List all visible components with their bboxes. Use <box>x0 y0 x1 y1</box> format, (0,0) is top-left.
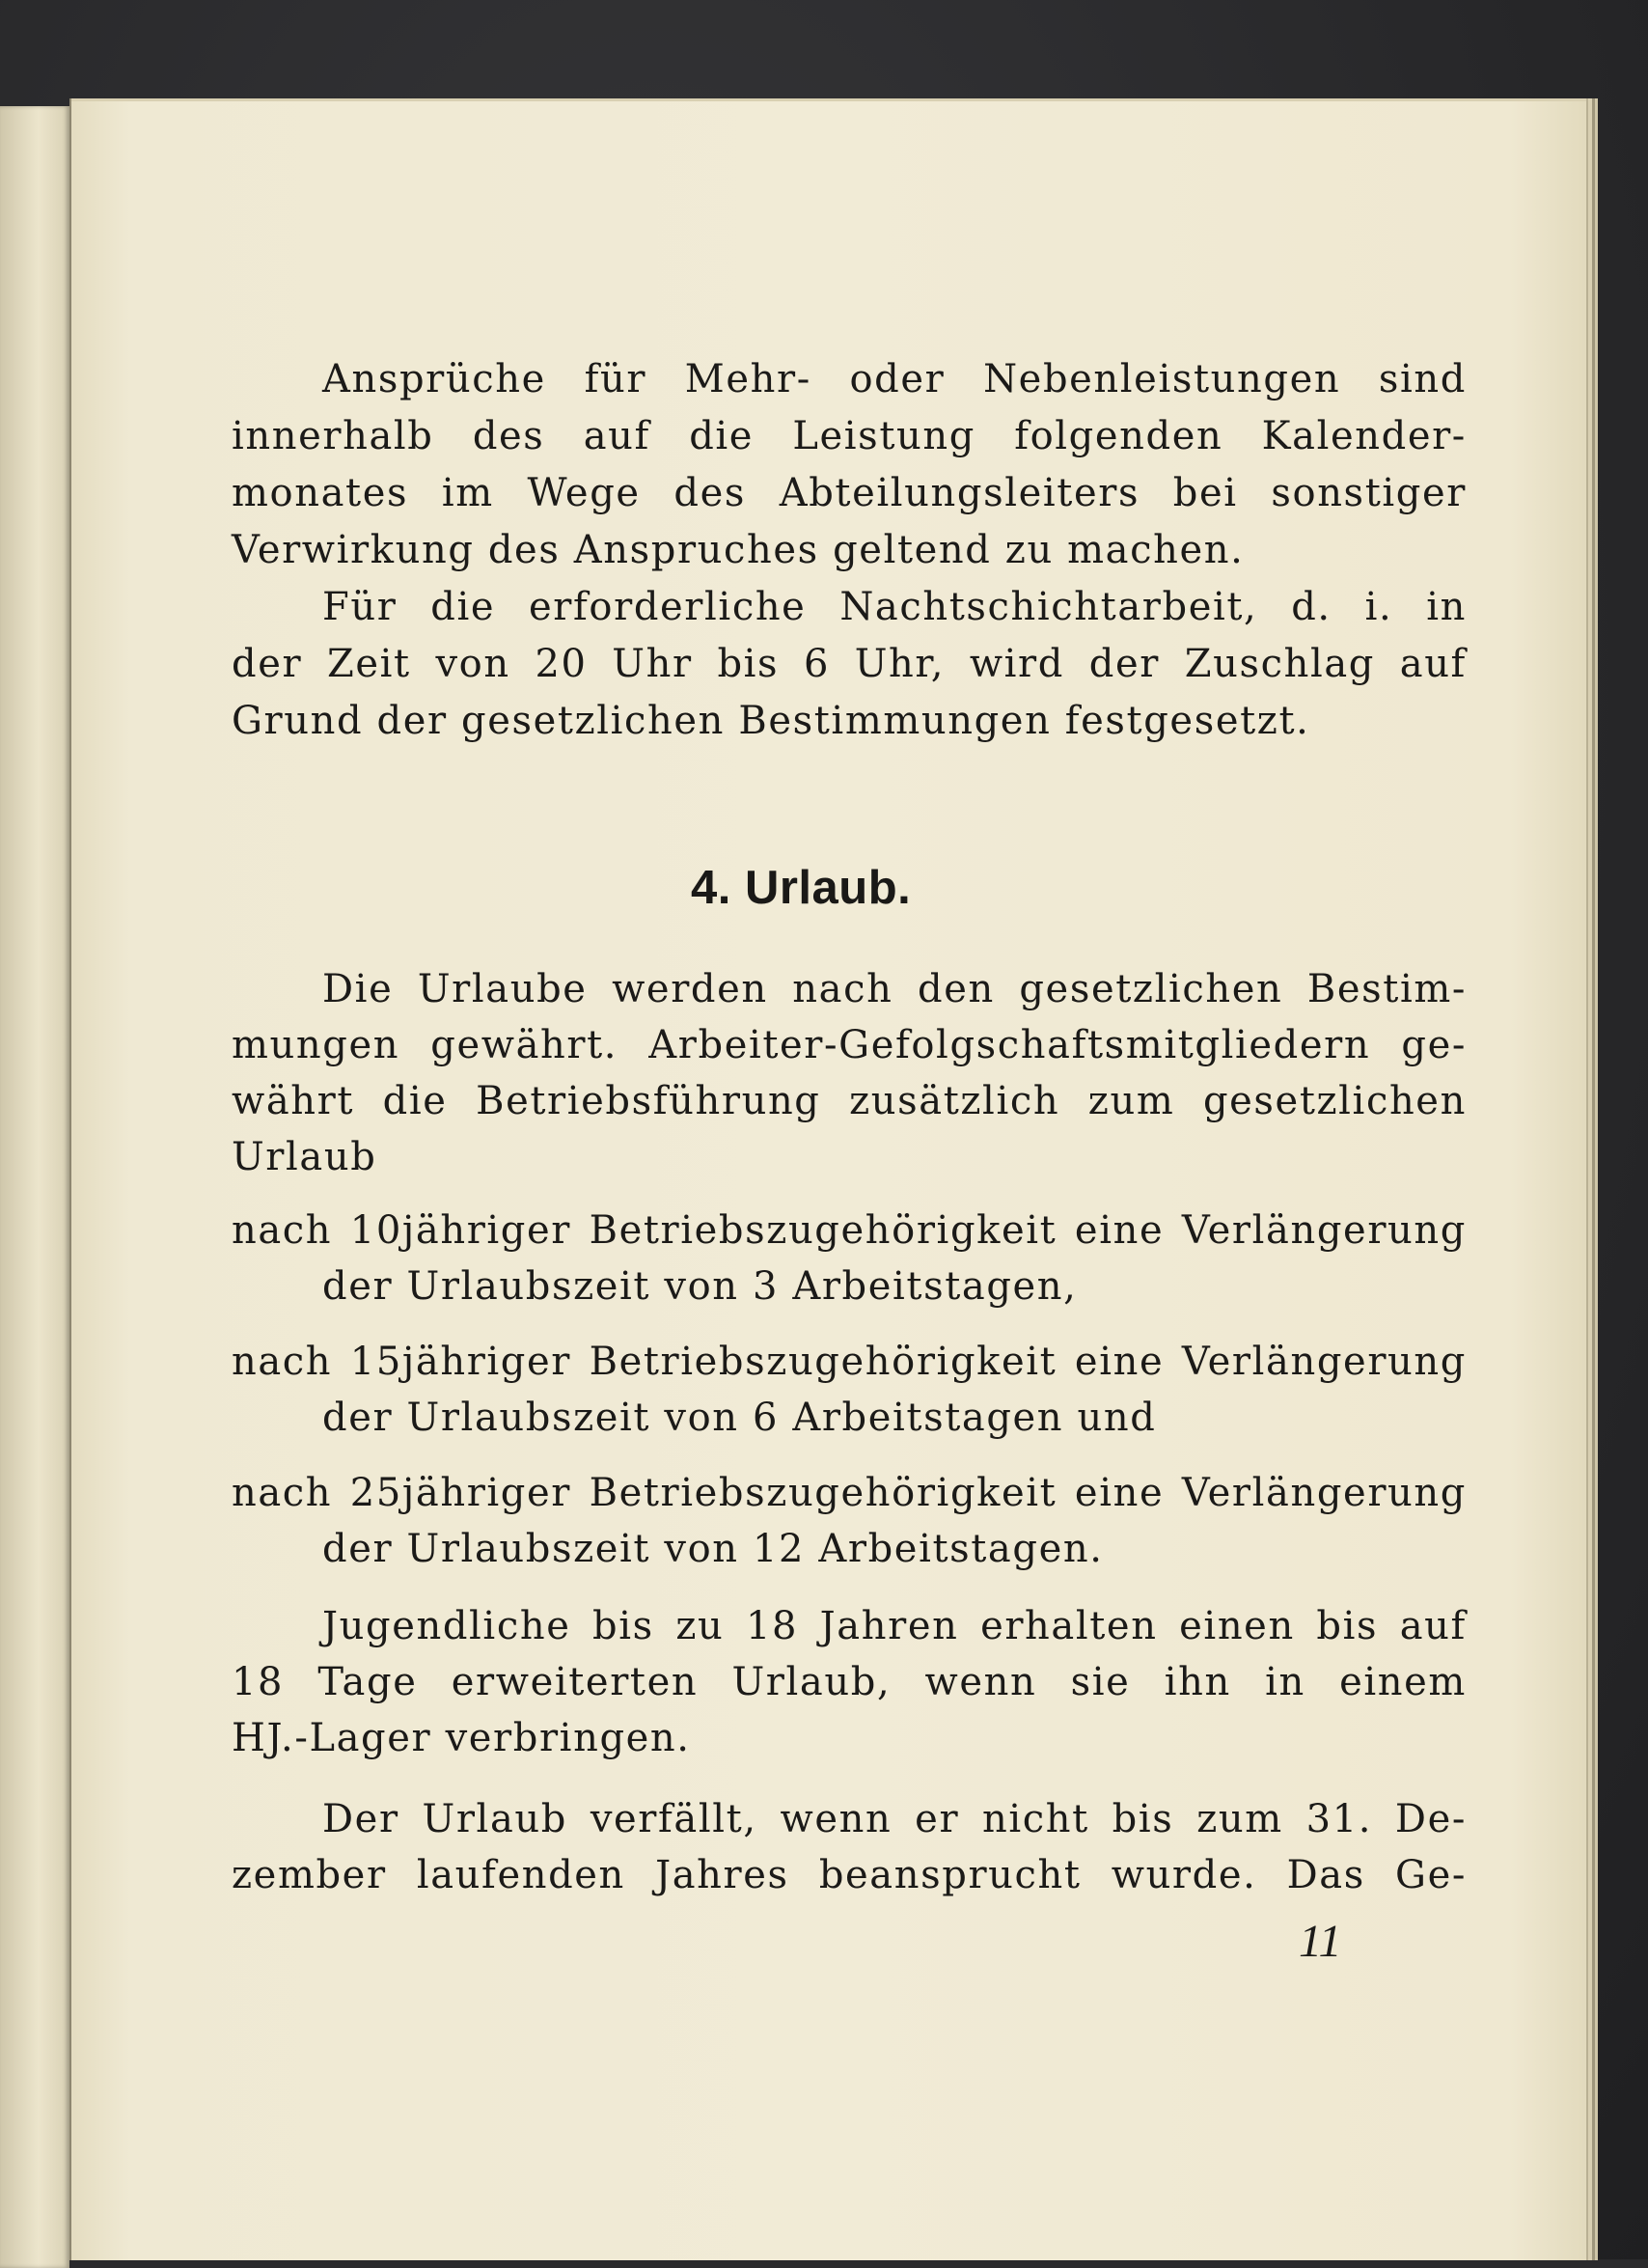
book-page <box>69 98 1586 2260</box>
paragraph1-line1: Ansprüche für Mehr- oder Nebenleistungen sind <box>322 357 1467 401</box>
paragraph1-line3: monates im Wege des Abteilungsleiters bei sonstiger <box>232 471 1467 515</box>
list-item-3-line1: nach 25jähriger Betriebszugehörigkeit eine Verlängerung <box>232 1471 1467 1515</box>
paragraph1-line4: Verwirkung des Anspruches geltend zu machen. <box>232 528 1245 572</box>
list-item-3-line2: der Urlaubszeit von 12 Arbeitstagen. <box>322 1527 1104 1571</box>
paragraph4-line1: Jugendliche bis zu 18 Jahren erhalten einen bis auf <box>322 1604 1467 1648</box>
page-top-edge <box>69 98 1586 101</box>
gutter-line <box>69 98 71 2260</box>
paragraph1-line2: innerhalb des auf die Leistung folgenden Kalender- <box>232 414 1467 458</box>
paragraph4-line3: HJ.-Lager verbringen. <box>232 1716 691 1760</box>
paragraph3-line3: währt die Betriebsführung zusätzlich zum gesetzlichen <box>232 1079 1467 1123</box>
section-heading: 4. Urlaub. <box>691 862 912 914</box>
list-item-2-line1: nach 15jähriger Betriebszugehörigkeit eine Verlängerung <box>232 1340 1467 1384</box>
list-item-1-line2: der Urlaubszeit von 3 Arbeitstagen, <box>322 1264 1078 1309</box>
paragraph2-line1: Für die erforderliche Nachtschichtarbeit, d. i. in <box>322 585 1467 629</box>
paragraph3-line1: Die Urlaube werden nach den gesetzlichen Bestim- <box>322 967 1467 1011</box>
paragraph4-line2: 18 Tage erweiterten Urlaub, wenn sie ihn in einem <box>232 1660 1467 1704</box>
paragraph2-line3: Grund der gesetzlichen Bestimmungen festgesetzt. <box>232 699 1310 743</box>
paragraph5-line1: Der Urlaub verfällt, wenn er nicht bis zum 31. De- <box>322 1797 1467 1841</box>
paragraph3-line2: mungen gewährt. Arbeiter-Gefolgschaftsmitgliedern ge- <box>232 1023 1467 1067</box>
list-item-2-line2: der Urlaubszeit von 6 Arbeitstagen und <box>322 1396 1157 1440</box>
paragraph3-line4: Urlaub <box>232 1135 377 1179</box>
list-item-1-line1: nach 10jähriger Betriebszugehörigkeit eine Verlängerung <box>232 1208 1467 1253</box>
paragraph5-line2: zember laufenden Jahres beansprucht wurde. Das Ge- <box>232 1853 1467 1897</box>
previous-page-edge <box>0 106 69 2268</box>
paragraph2-line2: der Zeit von 20 Uhr bis 6 Uhr, wird der Zuschlag auf <box>232 642 1467 686</box>
page-number: 11 <box>1299 1916 1342 1967</box>
